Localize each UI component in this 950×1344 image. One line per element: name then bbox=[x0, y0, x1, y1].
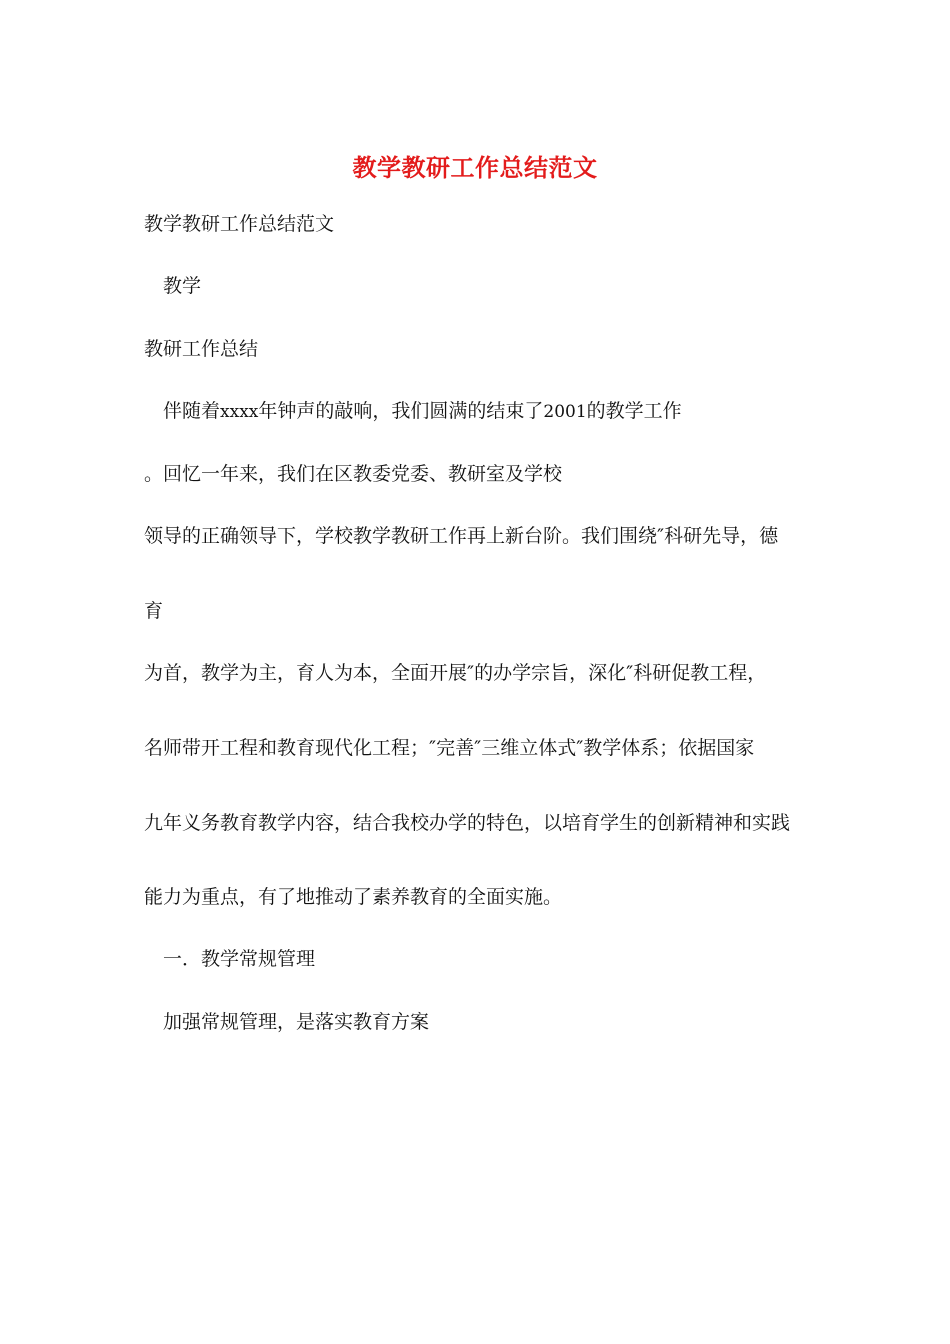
paragraph-line: 。回忆一年来，我们在区教委党委、教研室及学校 bbox=[144, 463, 563, 485]
paragraph-line: 能力为重点，有了地推动了素养教育的全面实施。 bbox=[144, 886, 563, 908]
text-run: 2001 bbox=[543, 402, 587, 422]
document-title: 教学教研工作总结范文 bbox=[352, 153, 598, 182]
text-run: 年钟声的敲响，我们圆满的结束了 bbox=[258, 400, 544, 422]
paragraph-line: 名师带开工程和教育现代化工程；″完善″三维立体式″教学体系；依据国家 bbox=[144, 737, 755, 759]
paragraph-line: 九年义务教育教学内容，结合我校办学的特色，以培育学生的创新精神和实践 bbox=[144, 812, 791, 834]
paragraph-line: 教学教研工作总结范文 bbox=[144, 213, 335, 235]
text-run: xxxx bbox=[220, 402, 259, 422]
paragraph-line: 为首，教学为主，育人为本，全面开展″的办学宗旨，深化″科研促教工程， bbox=[144, 662, 767, 684]
text-run: 的教学工作 bbox=[586, 400, 682, 422]
paragraph-line: 教研工作总结 bbox=[144, 338, 259, 360]
paragraph-line bbox=[163, 396, 833, 427]
paragraph-line: 教学 bbox=[163, 275, 202, 297]
paragraph-line: 育 bbox=[144, 600, 164, 622]
text-run: 伴随着 bbox=[163, 400, 221, 422]
section-heading: 一．教学常规管理 bbox=[163, 948, 316, 970]
paragraph-line: 领导的正确领导下，学校教学教研工作再上新台阶。我们围绕″科研先导，德 bbox=[144, 525, 779, 547]
paragraph-line: 加强常规管理，是落实教育方案 bbox=[163, 1011, 430, 1033]
